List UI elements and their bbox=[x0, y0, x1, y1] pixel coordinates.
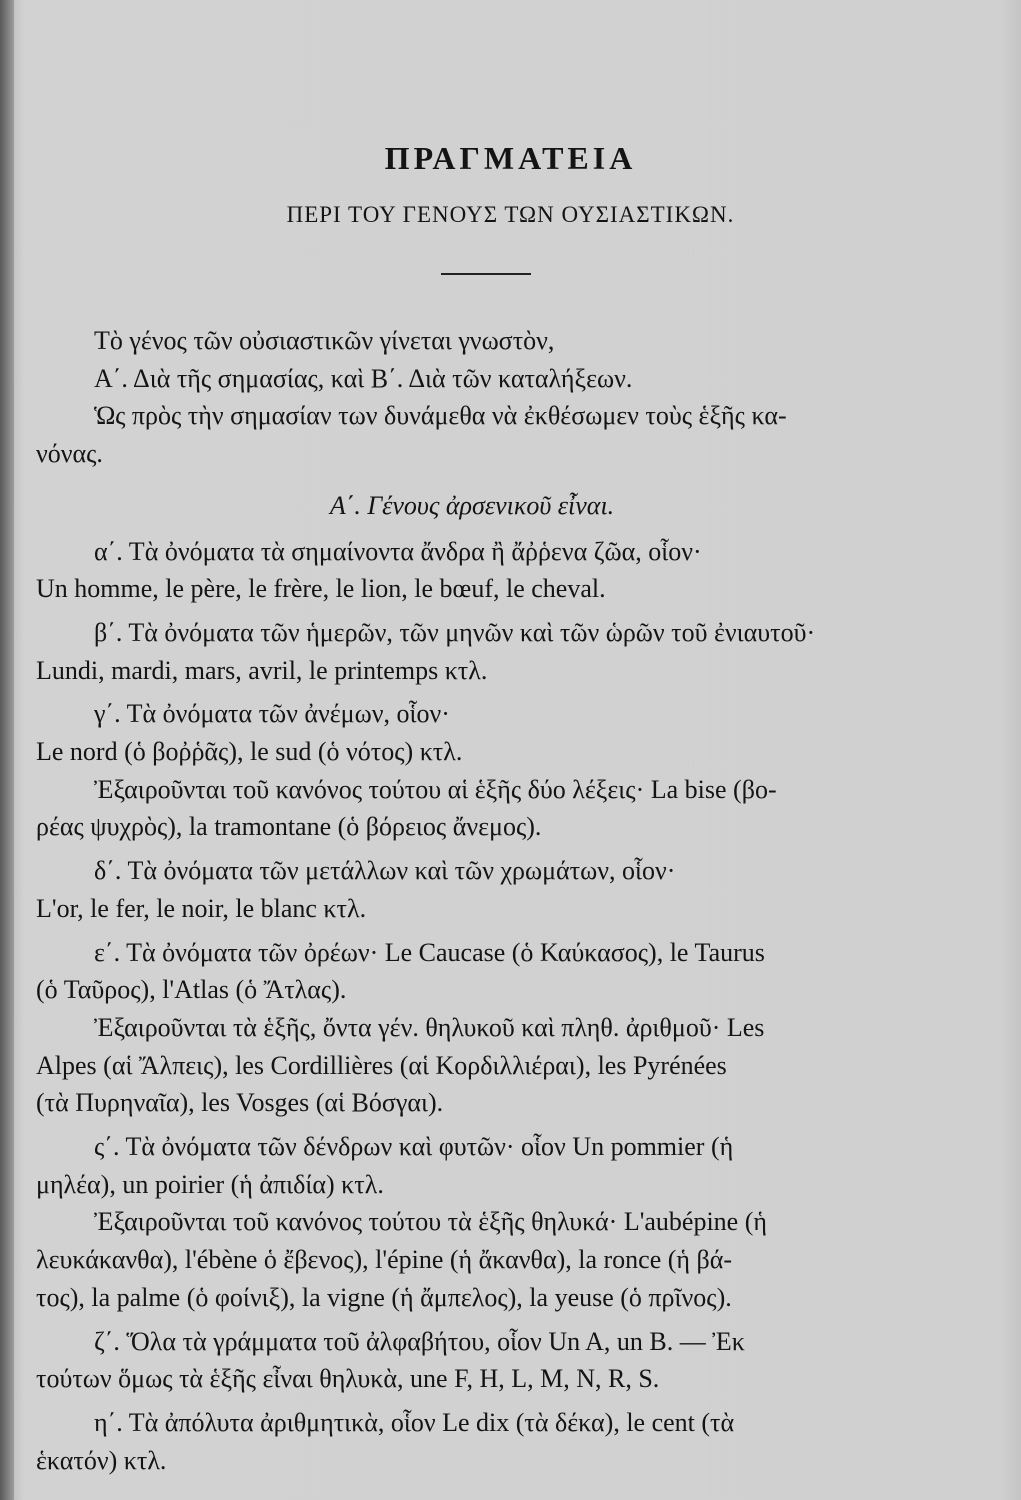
text-line: β΄. Τὰ ὀνόματα τῶν ἡμερῶν, τῶν μηνῶν καὶ τῶν ὡρῶν τοῦ ἐνιαυτοῦ· bbox=[94, 617, 816, 647]
intro-paragraph bbox=[36, 322, 908, 473]
text-body bbox=[36, 322, 908, 1479]
text-line: Ὡς πρὸς τὴν σημασίαν των δυνάμεθα νὰ ἐκθέσωμεν τοὺς ἑξῆς κα- bbox=[94, 401, 787, 431]
rule-g bbox=[36, 1323, 908, 1398]
text-line: ς΄. Τὰ ὀνόματα τῶν δένδρων καὶ φυτῶν· οἷον Un pommier (ἡ bbox=[94, 1132, 734, 1162]
text-line: Α΄. Διὰ τῆς σημασίας, καὶ Β΄. Διὰ τῶν καταλήξεων. bbox=[94, 363, 633, 393]
rule-a bbox=[36, 533, 908, 608]
text-line: ρέας ψυχρὸς), la tramontane (ὁ βόρειος ἄνεμος). bbox=[36, 812, 542, 842]
text-line: (τὰ Πυρηναῖα), les Vosges (αἱ Βόσγαι). bbox=[36, 1088, 444, 1118]
page-title: ΠΡΑΓΜΑΤΕΙΑ bbox=[384, 140, 637, 176]
text-line: L'or, le fer, le noir, le blanc κτλ. bbox=[36, 893, 367, 923]
rule-d bbox=[36, 852, 908, 927]
text-line: η΄. Τὰ ἀπόλυτα ἀριθμητικὰ, οἷον Le dix (τὰ δέκα), le cent (τὰ bbox=[94, 1407, 735, 1437]
text-line: Ἐξαιροῦνται τοῦ κανόνος τούτου αἱ ἑξῆς δύο λέξεις· La bise (βο- bbox=[94, 774, 777, 804]
rule-e bbox=[36, 934, 908, 1123]
text-line: Alpes (αἱ Ἄλπεις), les Cordillières (αἱ Κορδιλλιέραι), les Pyrénées bbox=[36, 1050, 727, 1080]
title-divider bbox=[441, 273, 531, 275]
text-line: λευκάκανθα), l'ébène ὁ ἔβενος), l'épine (ἡ ἄκανθα), la ronce (ἡ βά- bbox=[36, 1245, 733, 1275]
text-line: Ἐξαιροῦνται τὰ ἑξῆς, ὄντα γέν. θηλυκοῦ καὶ πληθ. ἀριθμοῦ· Les bbox=[94, 1012, 765, 1042]
text-line: ἑκατόν) κτλ. bbox=[36, 1445, 167, 1475]
rule-h bbox=[36, 1404, 908, 1479]
text-line: γ΄. Τὰ ὀνόματα τῶν ἀνέμων, οἷον· bbox=[94, 699, 450, 729]
text-line: τούτων ὅμως τὰ ἑξῆς εἶναι θηλυκὰ, une F, H, L, M, N, R, S. bbox=[36, 1364, 660, 1394]
text-line: Un homme, le père, le frère, le lion, le bœuf, le cheval. bbox=[36, 574, 606, 604]
text-line: Ἐξαιροῦνται τοῦ κανόνος τούτου τὰ ἑξῆς θηλυκά· L'aubépine (ἡ bbox=[94, 1207, 767, 1237]
rule-f bbox=[36, 1128, 908, 1317]
text-line: τος), la palme (ὁ φοίνιξ), la vigne (ἡ ἄμπελος), la yeuse (ὁ πρῖνος). bbox=[36, 1282, 732, 1312]
text-line: α΄. Τὰ ὀνόματα τὰ σημαίνοντα ἄνδρα ἢ ἄῤῥενα ζῶα, οἷον· bbox=[94, 536, 702, 566]
text-line: Τὸ γένος τῶν οὐσιαστικῶν γίνεται γνωστὸν, bbox=[94, 326, 555, 355]
section-heading: Α΄. Γένους ἀρσενικοῦ εἶναι. bbox=[329, 490, 615, 520]
rule-b bbox=[36, 614, 908, 689]
text-line: δ΄. Τὰ ὀνόματα τῶν μετάλλων καὶ τῶν χρωμάτων, οἷον· bbox=[94, 856, 676, 886]
rule-c bbox=[36, 695, 908, 846]
text-line: ζ΄. Ὅλα τὰ γράμματα τοῦ ἀλφαβήτου, οἷον Un A, un B. — Ἐκ bbox=[94, 1326, 745, 1356]
text-line: Lundi, mardi, mars, avril, le printemps κτλ. bbox=[36, 655, 488, 685]
text-line: μηλέα), un poirier (ἡ ἀπιδία) κτλ. bbox=[36, 1169, 384, 1199]
text-line: νόνας. bbox=[36, 439, 103, 469]
text-line: (ὁ Ταῦρος), l'Atlas (ὁ Ἄτλας). bbox=[36, 975, 347, 1005]
text-line: Le nord (ὁ βοῤῥᾶς), le sud (ὁ νότος) κτλ. bbox=[36, 737, 463, 767]
page-subtitle: ΠΕΡΙ ΤΟΥ ΓΕΝΟΥΣ ΤΩΝ ΟΥΣΙΑΣΤΙΚΩΝ. bbox=[286, 202, 735, 227]
text-line: ε΄. Τὰ ὀνόματα τῶν ὀρέων· Le Caucase (ὁ Καύκασος), le Taurus bbox=[94, 937, 765, 967]
